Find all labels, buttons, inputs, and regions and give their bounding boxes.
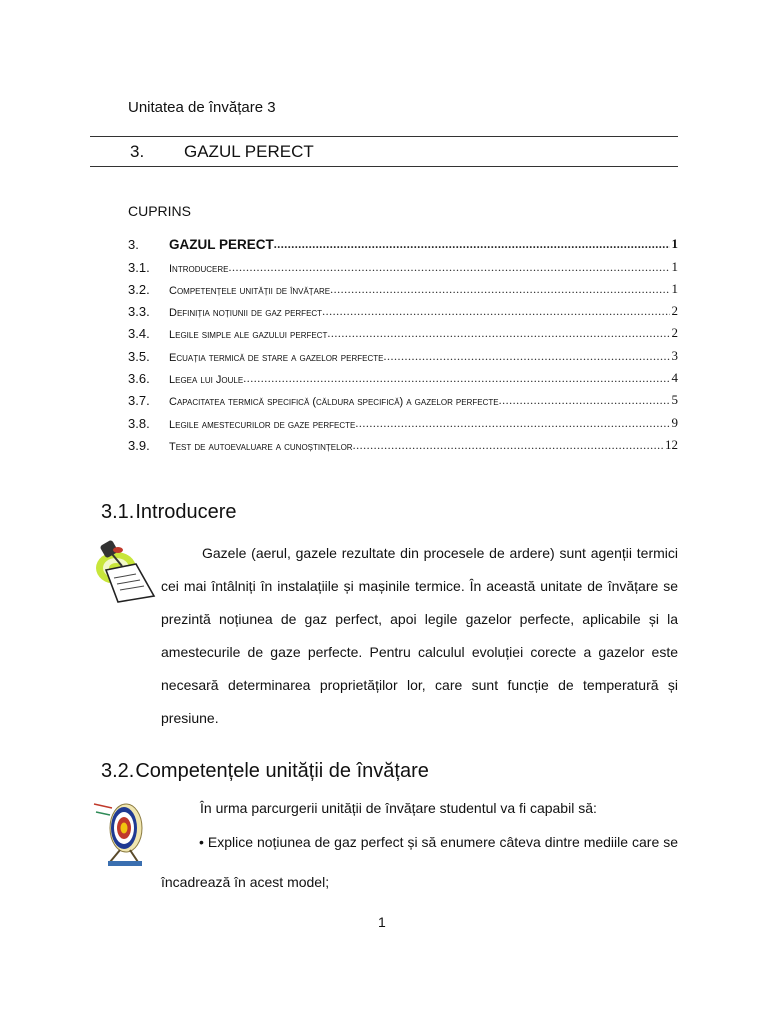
toc-entry-number: 3.9. <box>128 437 150 453</box>
toc-leader-dots <box>383 349 669 367</box>
toc-entry-page: 5 <box>671 392 678 408</box>
toc-entry-page: 2 <box>671 303 678 319</box>
section-title: Introducere <box>135 501 237 523</box>
archery-target-icon <box>92 798 152 873</box>
toc-entry-title: Test de autoevaluare a cunoștințelor <box>169 440 353 453</box>
toc-entry-page: 1 <box>671 236 678 252</box>
toc-leader-dots <box>243 371 669 389</box>
page-number: 1 <box>378 914 386 930</box>
toc-leader-dots <box>229 260 670 278</box>
toc-leader-dots <box>322 304 669 322</box>
toc-entry[interactable] <box>128 411 678 433</box>
competency-item: • Explice noțiunea de gaz perfect și să enumere câteva dintre mediile care se încadrează în acest model; <box>161 834 678 890</box>
section-title: Competențele unității de învățare <box>135 760 429 782</box>
toc-entry[interactable] <box>128 233 678 255</box>
introducere-text: Gazele (aerul, gazele rezultate din procesele de ardere) sunt agenții termici cei mai întâlniți în instalațiile și mașinile termice. În această unitate de învățare se prezintă noțiunea de gaz perfect, apoi legile gazelor perfecte, aplicabile și la amestecurile de gaze perfecte. Pentru calculul evoluției corecte a gazelor este necesară determinarea proprietăților lor, care sunt funcție de temperatură și presiune. <box>161 545 678 726</box>
toc-entry-page: 9 <box>671 414 678 430</box>
section-number: 3.1. <box>101 501 135 523</box>
toc-entry-title: Definiția noțiunii de gaz perfect <box>169 307 323 320</box>
toc-entry-number: 3.5. <box>128 348 150 364</box>
toc-entry-number: 3.3. <box>128 304 150 320</box>
toc-entry[interactable] <box>128 344 678 366</box>
toc-entry-page: 3 <box>671 347 678 363</box>
toc-leader-dots <box>330 282 669 300</box>
toc-leader-dots <box>353 438 663 456</box>
toc-leader-dots <box>499 393 670 411</box>
toc-entry-number: 3.2. <box>128 281 150 297</box>
toc-entry-title: Introducere <box>169 262 229 275</box>
header-rule-bottom <box>90 166 678 167</box>
toc-heading: CUPRINS <box>128 203 192 219</box>
toc-entry-title: Ecuația termică de stare a gazelor perfecte <box>169 351 384 364</box>
section-number: 3.2. <box>101 760 135 782</box>
chapter-number: 3. <box>130 142 145 161</box>
toc-entry-title: Legile amestecurilor de gaze perfecte <box>169 418 356 431</box>
table-of-contents <box>128 233 678 456</box>
competencies-intro: În urma parcurgerii unității de învățare studentul va fi capabil să: <box>200 800 597 816</box>
chapter-title-text: GAZUL PERECT <box>184 142 314 161</box>
toc-entry[interactable] <box>128 300 678 322</box>
toc-entry[interactable] <box>128 278 678 300</box>
toc-entry[interactable] <box>128 255 678 277</box>
toc-entry-page: 1 <box>671 280 678 296</box>
toc-entry[interactable] <box>128 434 678 456</box>
toc-entry-title: Legile simple ale gazului perfect <box>169 329 328 342</box>
toc-entry-title: Capacitatea termică specifică (căldura specifică) a gazelor perfecte <box>169 396 499 409</box>
toc-entry[interactable] <box>128 367 678 389</box>
toc-entry-number: 3.7. <box>128 393 150 409</box>
section-heading-competente <box>101 760 429 783</box>
toc-entry-page: 4 <box>671 370 678 386</box>
introducere-paragraph <box>161 537 678 735</box>
toc-entry-page: 12 <box>665 436 678 452</box>
pushpin-note-icon <box>92 540 158 611</box>
section-heading-introducere <box>101 501 237 524</box>
toc-entry-title: Legea lui Joule <box>169 374 244 387</box>
toc-leader-dots <box>327 326 669 344</box>
running-header: Unitatea de învățare 3 <box>128 99 276 116</box>
toc-entry-number: 3.8. <box>128 415 150 431</box>
toc-entry-number: 3.4. <box>128 326 150 342</box>
chapter-title <box>130 142 314 162</box>
competencies-bullet <box>161 822 678 902</box>
toc-leader-dots <box>274 237 670 255</box>
toc-entry-title: GAZUL PERECT <box>169 237 274 253</box>
toc-entry-page: 1 <box>671 258 678 274</box>
header-rule-top <box>90 136 678 137</box>
toc-entry[interactable] <box>128 389 678 411</box>
toc-entry-page: 2 <box>671 325 678 341</box>
toc-entry[interactable] <box>128 322 678 344</box>
toc-entry-number: 3.1. <box>128 259 150 275</box>
toc-leader-dots <box>355 416 669 434</box>
toc-entry-number: 3.6. <box>128 371 150 387</box>
toc-entry-number: 3. <box>128 237 139 253</box>
toc-entry-title: Competențele unității de învățare <box>169 284 331 297</box>
